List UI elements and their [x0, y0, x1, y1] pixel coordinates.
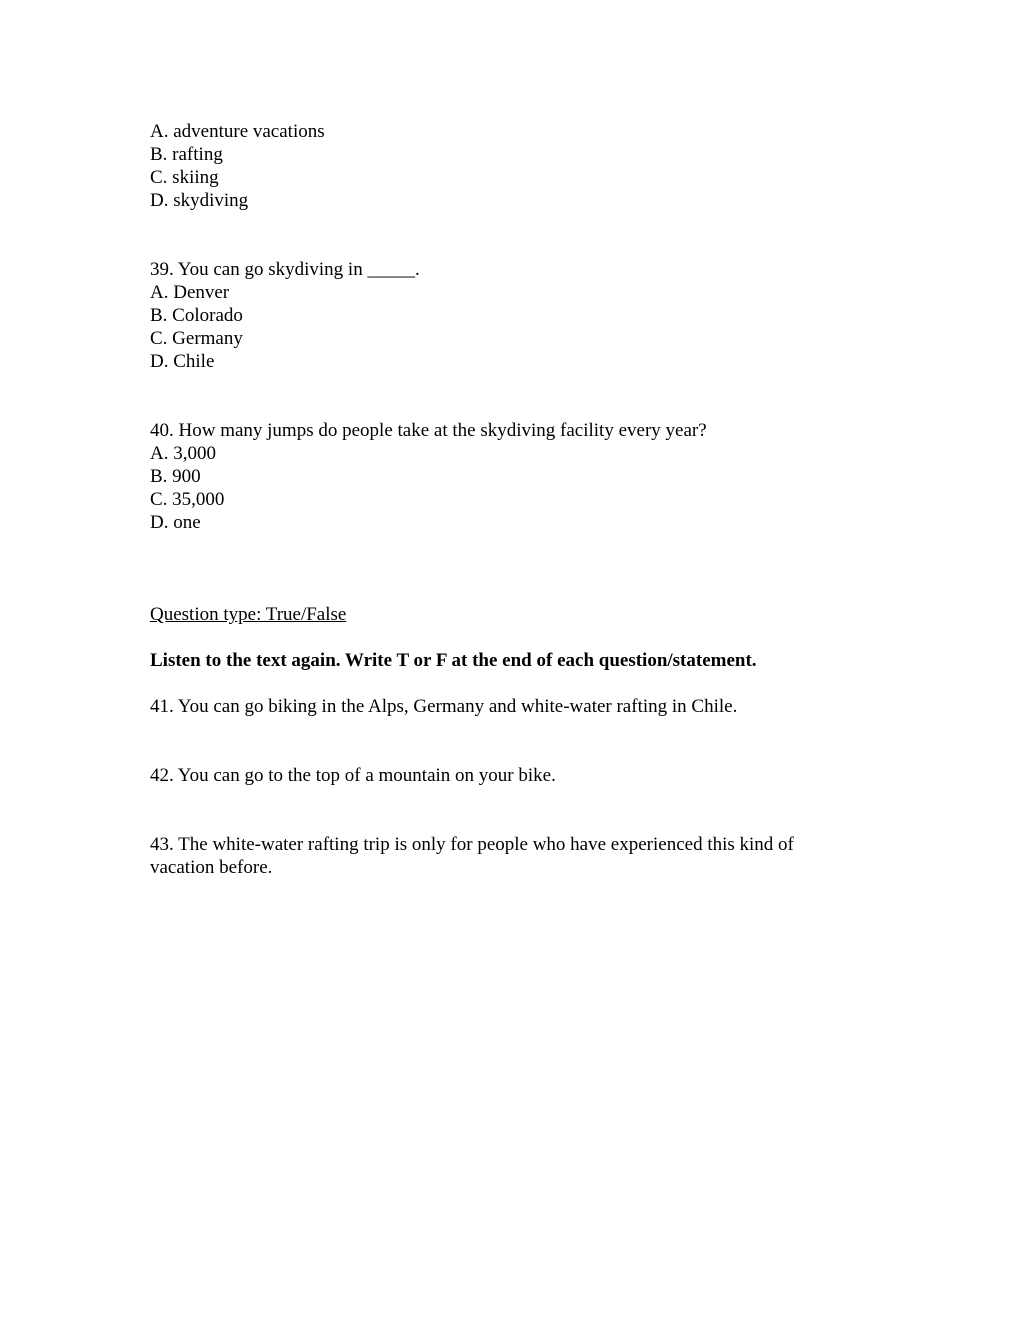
q39-option-b: B. Colorado — [150, 305, 243, 326]
q40-option-a: A. 3,000 — [150, 443, 216, 464]
q40-option-c: C. 35,000 — [150, 489, 225, 510]
q39-option-d: D. Chile — [150, 351, 215, 372]
q38-option-c: C. skiing — [150, 167, 219, 188]
statement-41: 41. You can go biking in the Alps, Germany and white-water rafting in Chile. — [150, 696, 738, 717]
q38-option-d: D. skydiving — [150, 190, 249, 211]
q39-question: 39. You can go skydiving in _____. — [150, 259, 420, 280]
section-instruction: Listen to the text again. Write T or F at the end of each question/statement. — [150, 650, 757, 671]
q40-option-b: B. 900 — [150, 466, 201, 487]
q38-option-a: A. adventure vacations — [150, 121, 325, 142]
statement-42: 42. You can go to the top of a mountain on your bike. — [150, 765, 556, 786]
q40-option-d: D. one — [150, 512, 201, 533]
q39-option-a: A. Denver — [150, 282, 230, 303]
statement-43: 43. The white-water rafting trip is only for people who have experienced this kind of vacation before. — [150, 834, 794, 878]
q40-question: 40. How many jumps do people take at the skydiving facility every year? — [150, 420, 707, 441]
q38-option-b: B. rafting — [150, 144, 223, 165]
q39-option-c: C. Germany — [150, 328, 243, 349]
question-type-label: Question type: True/False — [150, 604, 347, 625]
